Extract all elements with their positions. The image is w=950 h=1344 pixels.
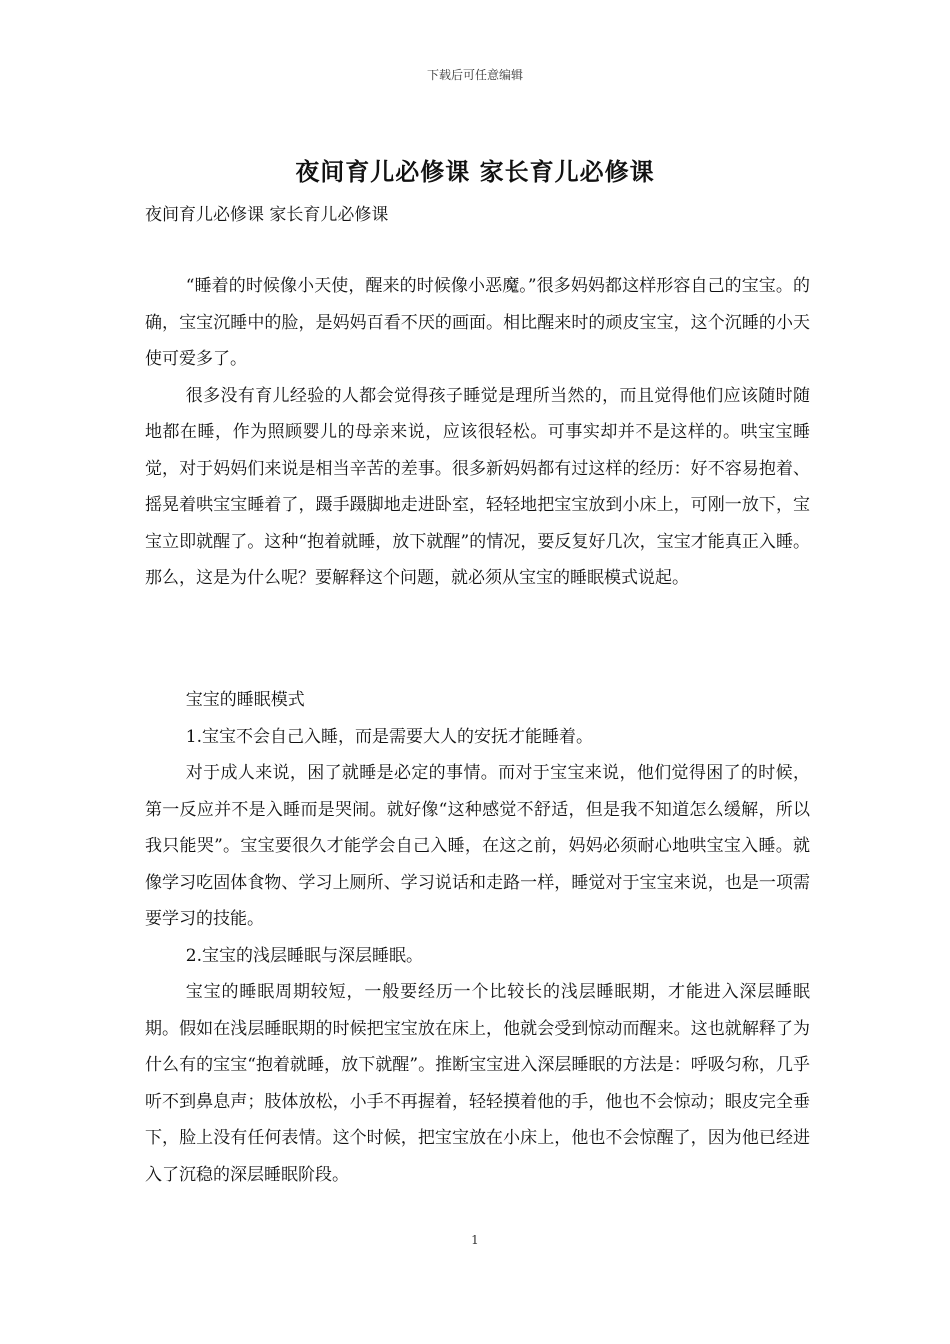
- point-1-body: 对于成人来说，困了就睡是必定的事情。而对于宝宝来说，他们觉得困了的时候，第一反应并不是入睡而是哭闹。就好像“这种感觉不舒适，但是我不知道怎么缓解，所以我只能哭”。宝宝要很久才能学会自己入睡，在这之前，妈妈必须耐心地哄宝宝入睡。就像学习吃固体食物、学习上厕所、学习说话和走路一样，睡觉对于宝宝来说，也是一项需要学习的技能。: [145, 763, 810, 929]
- section-heading: 宝宝的睡眠模式: [185, 690, 305, 710]
- page-header: 下载后可任意编辑: [426, 68, 523, 82]
- intro-paragraph-1: “睡着的时候像小天使，醒来的时候像小恶魔。”很多妈妈都这样形容自己的宝宝。的确，宝宝沉睡中的脸，是妈妈百看不厌的画面。相比醒来时的顽皮宝宝，这个沉睡的小天使可爱多了。: [145, 276, 810, 369]
- intro-block: [145, 268, 810, 597]
- point-1-title: 1.宝宝不会自己入睡，而是需要大人的安抚才能睡着。: [185, 726, 594, 747]
- sleep-pattern-section: [145, 682, 810, 1193]
- point-2-title: 2.宝宝的浅层睡眠与深层睡眠。: [185, 945, 424, 966]
- page-number: 1: [471, 1233, 479, 1247]
- document-title: 夜间育儿必修课 家长育儿必修课: [295, 157, 655, 186]
- point-2-body: 宝宝的睡眠周期较短，一般要经历一个比较长的浅层睡眠期，才能进入深层睡眠期。假如在浅层睡眠期的时候把宝宝放在床上，他就会受到惊动而醒来。这也就解释了为什么有的宝宝“抱着就睡，放下就醒”。推断宝宝进入深层睡眠的方法是：呼吸匀称，几乎听不到鼻息声；肢体放松，小手不再握着，轻轻摸着他的手，他也不会惊动；眼皮完全垂下，脸上没有任何表情。这个时候，把宝宝放在小床上，他也不会惊醒了，因为他已经进入了沉稳的深层睡眠阶段。: [145, 982, 810, 1185]
- intro-paragraph-2: 很多没有育儿经验的人都会觉得孩子睡觉是理所当然的，而且觉得他们应该随时随地都在睡，作为照顾婴儿的母亲来说，应该很轻松。可事实却并不是这样的。哄宝宝睡觉，对于妈妈们来说是相当辛苦的差事。很多新妈妈都有过这样的经历：好不容易抱着、摇晃着哄宝宝睡着了，蹑手蹑脚地走进卧室，轻轻地把宝宝放到小床上，可刚一放下，宝宝立即就醒了。这种“抱着就睡，放下就醒”的情况，要反复好几次，宝宝才能真正入睡。那么，这是为什么呢？要解释这个问题，就必须从宝宝的睡眠模式说起。: [145, 385, 810, 588]
- document-subtitle: 夜间育儿必修课 家长育儿必修课: [145, 205, 389, 225]
